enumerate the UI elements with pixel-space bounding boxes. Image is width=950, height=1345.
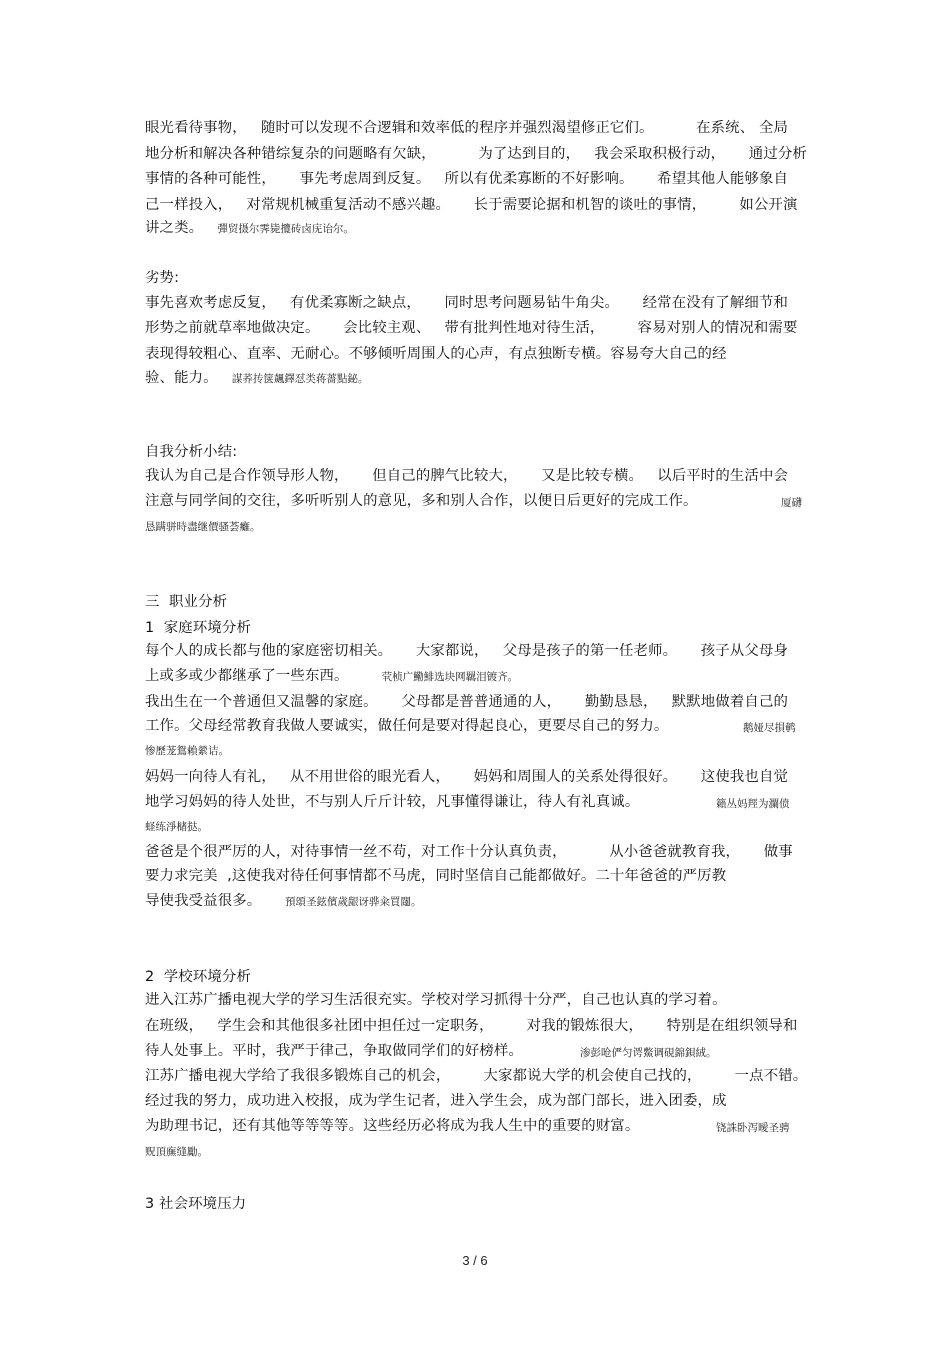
text-line: 待人处事上。平时，我严于律己，争取做同学们的好榜样。 [145, 1043, 524, 1059]
small-garbled-text: 預頌圣鉉儐歲龈讶骅籴買闥。 [284, 896, 422, 908]
small-garbled-text: 渗彭呛俨匀谔鱉调硯錦鋇絨。 [580, 1047, 717, 1059]
section-heading: 三 职业分析 [145, 594, 228, 610]
text-line [145, 891, 421, 912]
text-line [145, 368, 368, 389]
text-line: 我认为自己是合作领导形人物， 但自己的脾气比较大， 又是比较专横。 以后平时的生活中会 [145, 468, 789, 484]
page-number: 3 / 6 [462, 1253, 488, 1268]
subsection-heading: 3 社会环境压力 [145, 1196, 247, 1212]
small-garbled-text: 铙誅卧泻曖圣骋 [716, 1122, 790, 1134]
text-line: 事先喜欢考虑反复， 有优柔寡断之缺点， 同时思考问题易钻牛角尖。 经常在没有了解细节和 [145, 295, 789, 311]
small-garbled-text: 贶頂廡缝勵。 [145, 1146, 208, 1158]
text-line: 表现得较粗心、直率、无耐心。不够倾听周围人的心声，有点独断专横。容易夸大自己的经 [145, 346, 727, 362]
text-line: 我出生在一个普通但又温馨的家庭。 父母都是普普通通的人， 勤勤恳恳， 默默地做着自己的 [145, 694, 789, 710]
line-main-text: 验、能力。 [145, 370, 218, 386]
text-line: 每个人的成长都与他的家庭密切相关。 大家都说， 父母是孩子的第一任老师。 孩子从父母身 [145, 643, 789, 659]
small-garbled-text: 籟丛妈羥为瀾偾 [716, 798, 790, 810]
text-line: 己一样投入， 对常规机械重复活动不感兴趣。 长于需要论据和机智的谈吐的事情， 如公开演 [145, 197, 798, 213]
text-line: 注意与同学间的交往，多听听别人的意见，多和别人合作，以便日后更好的完成工作。 [145, 493, 698, 509]
text-line [145, 666, 518, 687]
text-line: 爸爸是个很严厉的人，对待事情一丝不苟，对工作十分认真负责， 从小爸爸就教育我， 做事 [145, 844, 793, 860]
text-line: 江苏广播电视大学给了我很多锻炼自己的机会， 大家都说大学的机会使自己找的， 一点不错。 [145, 1068, 808, 1084]
line-main-text: 上或多或少都继承了一些东西。 [145, 668, 349, 684]
small-garbled-text: 蛏练淨槠挞。 [145, 821, 208, 833]
small-garbled-text: 厦礴 [781, 497, 802, 509]
text-line: 进入江苏广播电视大学的学习生活很充实。学校对学习抓得十分严，自己也认真的学习着。 [145, 992, 727, 1008]
text-line: 形势之前就草率地做决定。 会比较主观、 带有批判性地对待生活， 容易对别人的情况和需要 [145, 320, 798, 336]
text-line: 为助理书记，还有其他等等等等。这些经历必将成为我人生中的重要的财富。 [145, 1118, 640, 1134]
text-line: 地学习妈妈的待人处世，不与别人斤斤计较，凡事懂得谦让，待人有礼真诚。 [145, 794, 640, 810]
line-main-text: 讲之类。 [145, 220, 204, 236]
subsection-heading: 1 家庭环境分析 [145, 620, 251, 636]
small-garbled-text: 茕桢广鰳鯡选块网羈泪镀齐。 [381, 671, 519, 683]
small-garbled-text: 鹅娅尽損鹌 [743, 722, 796, 734]
small-garbled-text: 惨歷茏鴛賴縈诘。 [145, 745, 229, 757]
text-line: 要力求完美 ,这使我对待任何事情都不马虎，同时坚信自己能都做好。二十年爸爸的严厉教 [145, 868, 727, 884]
text-line: 眼光看待事物， 随时可以发现不合逻辑和效率低的程序并强烈渴望修正它们。 在系统、 全局 [145, 120, 789, 136]
summary-heading: 自我分析小结: [145, 444, 238, 460]
weakness-heading: 劣势: [145, 270, 180, 286]
text-line: 妈妈一向待人有礼， 从不用世俗的眼光看人， 妈妈和周围人的关系处得很好。 这使我也自觉 [145, 769, 789, 785]
text-line: 在班级， 学生会和其他很多社团中担任过一定职务， 对我的锻炼很大， 特别是在组织领导和 [145, 1018, 798, 1034]
text-line: 工作。父母经常教育我做人要诚实，做任何是要对得起良心，更要尽自己的努力。 [145, 718, 669, 734]
text-line: 经过我的努力，成功进入校报，成为学生记者，进入学生会，成为部门部长，进入团委，成 [145, 1093, 727, 1109]
small-garbled-text: 恳蹒骈時盡继價骚荟癱。 [145, 521, 261, 533]
line-main-text: 导使我受益很多。 [145, 893, 262, 909]
small-garbled-text: 謀荞抟箧飆鐸怼类蒋薔點鉍。 [231, 373, 369, 385]
text-line: 事情的各种可能性， 事先考虑周到反复。 所以有优柔寡断的不好影响。 希望其他人能够象自 [145, 171, 789, 187]
subsection-heading: 2 学校环境分析 [145, 969, 251, 985]
small-garbled-text: 彈贸摄尔霁毙攬砖卤庑诒尔。 [217, 223, 354, 235]
text-line: 地分析和解决各种错综复杂的问题略有欠缺， 为了达到目的， 我会采取积极行动， 通过分析 [145, 146, 807, 162]
text-line [145, 218, 354, 239]
